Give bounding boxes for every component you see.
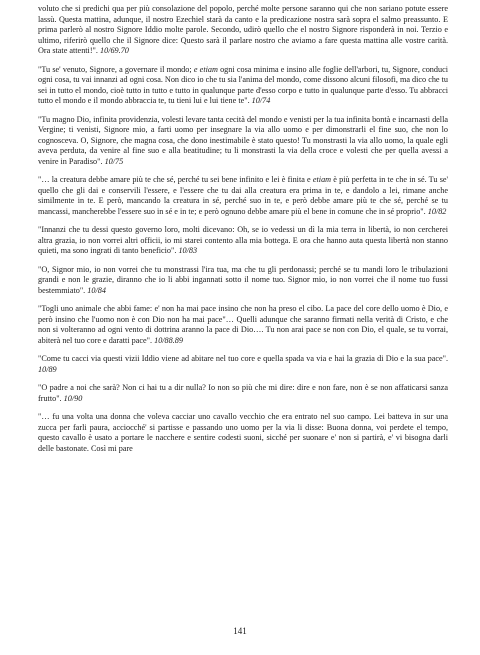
paragraph-7 — [38, 304, 448, 346]
paragraph-text: "Tu se' venuto, Signore, a governare il mondo; — [38, 64, 194, 74]
paragraph-8 — [38, 354, 448, 375]
citation-ref: 10/69.70 — [100, 46, 129, 55]
paragraph-text: "… la creatura debbe amare più te che sé, perché tu sei bene infinito e lei è finita e — [38, 175, 313, 184]
citation-ref: 10/84 — [87, 285, 106, 295]
paragraph-text: "Togli uno animale che abbi fame: e' non ha mai pace insino che non ha preso el cibo. La pace del core dello uomo è Dio, e però insino che l'uomo non è con Dio non ha mai pace"… Quelli adunque che saranno firmati nella verità di Cristo, e che non si volteranno ad ogni vento di dottrina aranno la pace di Dio…. Tu non arai pace se non con Dio, el quale, se tu vorrai, abiterà nel tuo core e daratti pace". — [38, 304, 448, 345]
citation-ref: 10/89 — [38, 364, 57, 374]
citation-ref: 10/82 — [427, 206, 447, 216]
citation-ref: 10/74 — [251, 96, 271, 105]
page-number: 141 — [233, 626, 247, 636]
citation-ref: 10/83 — [178, 246, 198, 255]
paragraph-6 — [38, 265, 448, 297]
citation-ref: 10/75 — [104, 156, 124, 166]
paragraph-9 — [38, 383, 448, 404]
paragraph-5 — [38, 225, 448, 257]
paragraph-text: "Innanzi che tu dessi questo governo loro, molti dicevano: Oh, se io vedessi un dì la mia terra in libertà, io non cercherei altra grazia, io non vorrei altri officii, io mi starei contento alla mia bottega. E ora che hanno auta questa libertà non stanno quieti, ma sono ingrati di tanto beneficio". — [38, 225, 448, 255]
paragraph-text: "O padre a noi che sarà? Non ci hai tu a dir nulla? Io non so più che mi dire: dire e non fare, non è se non affaticarsi sanza frutto". — [38, 383, 448, 403]
paragraph-10 — [38, 412, 448, 454]
paragraph-3 — [38, 115, 448, 168]
paragraph-text: ogni cosa minima e insino alle foglie dell'arbori, tu, Signore, conduci ogni cosa, tu vai innanzi ad ogni cosa. Non dico io che tu sia l'anima del mondo, come dissono alcuni filosofi, ma dico che tu sei in tutto el mondo, cioè tutto in tutto e tutto in qualunque parte d'esso corpo e tutto in qualunque parte d'esso. Tu abbracci tutto el mondo e il mondo abbraccia te, tu tieni lui e lui tiene te". — [38, 64, 448, 105]
paragraph-text: "… fu una volta una donna che voleva cacciar uno cavallo vecchio che era entrato nel suo campo. Lei batteva in sur una zucca per farli paura, acciocché' si partisse e passando uno uomo per la via li disse: Buona donna, voi perdete el tempo, questo cavallo è usato a portare le nacchere e sentire codesti suoni, sicché per suonare e' non si partirà, e' vi bisogna darli delle bastonate. Così mi pare — [38, 412, 448, 453]
emphasis-text: etiam — [312, 175, 332, 184]
paragraph-text: è più perfetta in te che in sé. Tu se' quello che gli dai e conservili l'essere, e l'essere che tu dai alla creatura era prima in te, e dandolo a lei, rimane anche similmente in te. E però, mancando la creatura in sé, perché suo in te, e però debbe amare più te che sé, perché se tu mancassi, mancherebbe l'essere suo in sé e in te; e però ognuno debbe amare più el bene in comune che in sé proprio". — [38, 175, 448, 216]
paragraph-text: "Tu magno Dio, infinita providenzia, volesti levare tanta cecità del mondo e venisti per la tua infinita bontà e incarnasti della Vergine; ti venisti, Signore mio, a farti uomo per insegnare la via allo uomo e per dimonstrarli el fine suo, che non lo cognosceva. O, Signore, che magna cosa, che dono inestimabile è stato questo! Tu monstrasti la via allo uomo, la quale egli aveva perduta, da venire al fine suo e alla beatitudine; tu li monstrasti la via della croce e volesti che per quella avessi a venire in Paradiso". — [38, 114, 448, 166]
citation-ref: 10/90 — [63, 393, 83, 403]
paragraph-text: "O, Signor mio, io non vorrei che tu monstrassi l'ira tua, ma che tu gli perdonassi; perché se tu mandi loro le tribulazioni grandi e non le grazie, diranno che io li abbi ingannati sotto il nome tuo. Signor mio, io non vorrei che il nome tuo fussi bestemmiato". — [38, 264, 448, 295]
paragraph-2 — [38, 65, 448, 107]
paragraph-text: "Come tu cacci via questi vizii Iddio viene ad abitare nel tuo core e quella spada va via e hai la grazia di Dio e la sua pace". — [38, 354, 448, 363]
paragraph-1 — [38, 4, 448, 57]
emphasis-text: e etiam — [193, 64, 218, 74]
paragraph-text: voluto che si predichi qua per più consolazione del popolo, perché molte persone saranno qui che non sariano potute essere lassù. Questa mattina, adunque, il nostro Ezechiel starà da canto e la predicazione nostra sarà sopra el salmo preassunto. E prima parlerò al nostro Signore Iddio molte parole. Secondo, udirò quello che el nostro Signore risponderà in noi. Terzio e ultimo, riferirò quello che il Signore dice: Questo sarà il parlare nostro che aviamo a fare questa mattina alle vostre carità. Ora state attenti!". — [38, 4, 448, 55]
citation-ref: 10/88.89 — [154, 335, 183, 345]
paragraph-4 — [38, 175, 448, 217]
